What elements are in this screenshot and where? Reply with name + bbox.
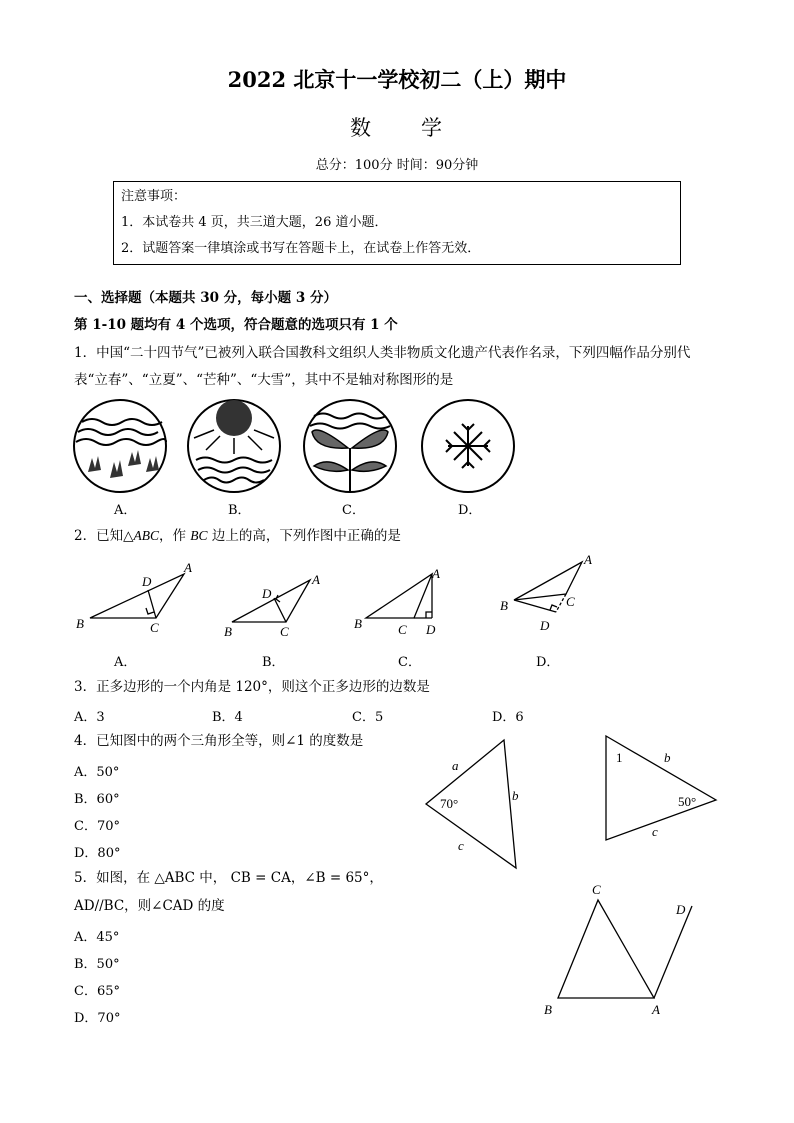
- q4-text: 4．已知图中的两个三角形全等，则∠1 的度数是: [74, 733, 364, 749]
- q2b-label-c: C: [280, 624, 289, 639]
- q2c-label-b: B: [354, 616, 362, 631]
- q2a-label-a: A: [184, 560, 192, 575]
- subject-char-1: 数: [350, 116, 373, 140]
- q2-figures: [70, 552, 610, 642]
- exam-meta: 总分：100分 时间：90分钟: [315, 158, 479, 173]
- q2b-label-b: B: [224, 624, 232, 639]
- q4-fig1-angle: 70°: [440, 796, 459, 811]
- q5-figure: [536, 878, 706, 1018]
- q1-line1: 1．中国“二十四节气”已被列入联合国教科文组织人类非物质文化遗产代表作名录，下列四幅作品分别代: [74, 345, 691, 361]
- q5-option-a: A．45°: [74, 930, 120, 945]
- q4-fig2-c: c: [652, 824, 658, 839]
- q2-bc: BC: [190, 528, 208, 543]
- q1-option-b: B．: [228, 503, 251, 518]
- q2-option-a: A．: [114, 655, 137, 670]
- q4-triangle-2: [606, 736, 716, 840]
- q2c-label-d: D: [426, 622, 436, 637]
- q1-figure-c: [304, 400, 396, 492]
- q2c-label-a: A: [432, 566, 440, 581]
- q1-line2: 表“立春”、“立夏”、“芒种”、“大雪”，其中不是轴对称图形的是: [74, 372, 454, 388]
- q5-triangle: [558, 900, 654, 998]
- q3-text: 3．正多边形的一个内角是 120°，则这个正多边形的边数是: [74, 679, 430, 695]
- subject-char-2: 学: [421, 116, 444, 140]
- q2-suffix: 边上的高，下列作图中正确的是: [207, 528, 401, 544]
- q2-mid: ，作: [158, 528, 191, 544]
- q3-option-c: C．5: [352, 710, 384, 725]
- q5-line2: AD//BC，则∠CAD 的度: [74, 898, 225, 914]
- subject-title: [0, 112, 794, 142]
- q2b-label-a: A: [312, 572, 320, 587]
- q2d-label-c: C: [566, 594, 575, 609]
- q4-fig2-angle: 50°: [678, 794, 697, 809]
- q1-option-c: C．: [342, 503, 365, 518]
- q4-figures: [420, 730, 730, 880]
- q4-fig2-one: 1: [616, 750, 623, 765]
- q2c-label-c: C: [398, 622, 407, 637]
- q1-figure-d: [422, 400, 514, 492]
- section-title: 一、选择题（本题共 30 分，每小题 3 分）: [74, 290, 337, 306]
- q1-figure-a: [74, 400, 166, 492]
- q2a-label-b: B: [76, 616, 84, 631]
- q5-segment-ad: [654, 906, 692, 998]
- q2-option-c: C．: [398, 655, 421, 670]
- q5-option-d: D．70°: [74, 1011, 121, 1026]
- q4-option-b: B．60°: [74, 792, 120, 807]
- q3-option-b: B．4: [212, 710, 243, 725]
- q4-fig1-b: b: [512, 788, 519, 803]
- q4-fig1-c: c: [458, 838, 464, 853]
- q2d-label-b: B: [500, 598, 508, 613]
- q4-option-a: A．50°: [74, 765, 120, 780]
- q4-fig1-a: a: [452, 758, 459, 773]
- q1-figure-b: [188, 400, 280, 492]
- q3-option-a: A．3: [74, 710, 105, 725]
- section-note: 第 1-10 题均有 4 个选项，符合题意的选项只有 1 个: [74, 317, 398, 333]
- q2-option-d: D．: [536, 655, 560, 670]
- notice-heading: 注意事项：: [121, 189, 187, 204]
- q1-figures: [70, 398, 530, 498]
- q5-label-c: C: [592, 882, 601, 897]
- q5-label-b: B: [544, 1002, 552, 1017]
- q2-option-b: B．: [262, 655, 285, 670]
- q5-line1: 5．如图，在 △ABC 中， CB = CA，∠B = 65°，: [74, 870, 383, 886]
- notice-box: [113, 181, 681, 265]
- q5-label-a: A: [652, 1002, 660, 1017]
- q2-text: [74, 528, 401, 544]
- q2a-label-c: C: [150, 620, 159, 635]
- q2d-label-d: D: [540, 618, 550, 633]
- q5-option-c: C．65°: [74, 984, 120, 999]
- q2b-label-d: D: [262, 586, 272, 601]
- q2-abc: ABC: [133, 528, 159, 543]
- q1-option-d: D．: [458, 503, 482, 518]
- q5-label-d: D: [676, 902, 686, 917]
- q1-option-a: A．: [114, 503, 137, 518]
- q5-option-b: B．50°: [74, 957, 120, 972]
- q2a-label-d: D: [142, 574, 152, 589]
- q4-option-c: C．70°: [74, 819, 120, 834]
- exam-title: 2022 北京十一学校初二（上）期中: [227, 67, 567, 92]
- q4-fig2-b: b: [664, 750, 671, 765]
- q2d-label-a: A: [584, 552, 592, 567]
- q4-option-d: D．80°: [74, 846, 121, 861]
- q2-figure-c: [366, 574, 432, 618]
- notice-item-1: 1．本试卷共 4 页，共三道大题，26 道小题．: [121, 215, 388, 230]
- q3-option-d: D．6: [492, 710, 524, 725]
- q2-figure-a: [90, 574, 184, 618]
- notice-item-2: 2．试题答案一律填涂或书写在答题卡上，在试卷上作答无效．: [121, 241, 481, 256]
- q2-prefix: 2．已知△: [74, 528, 134, 544]
